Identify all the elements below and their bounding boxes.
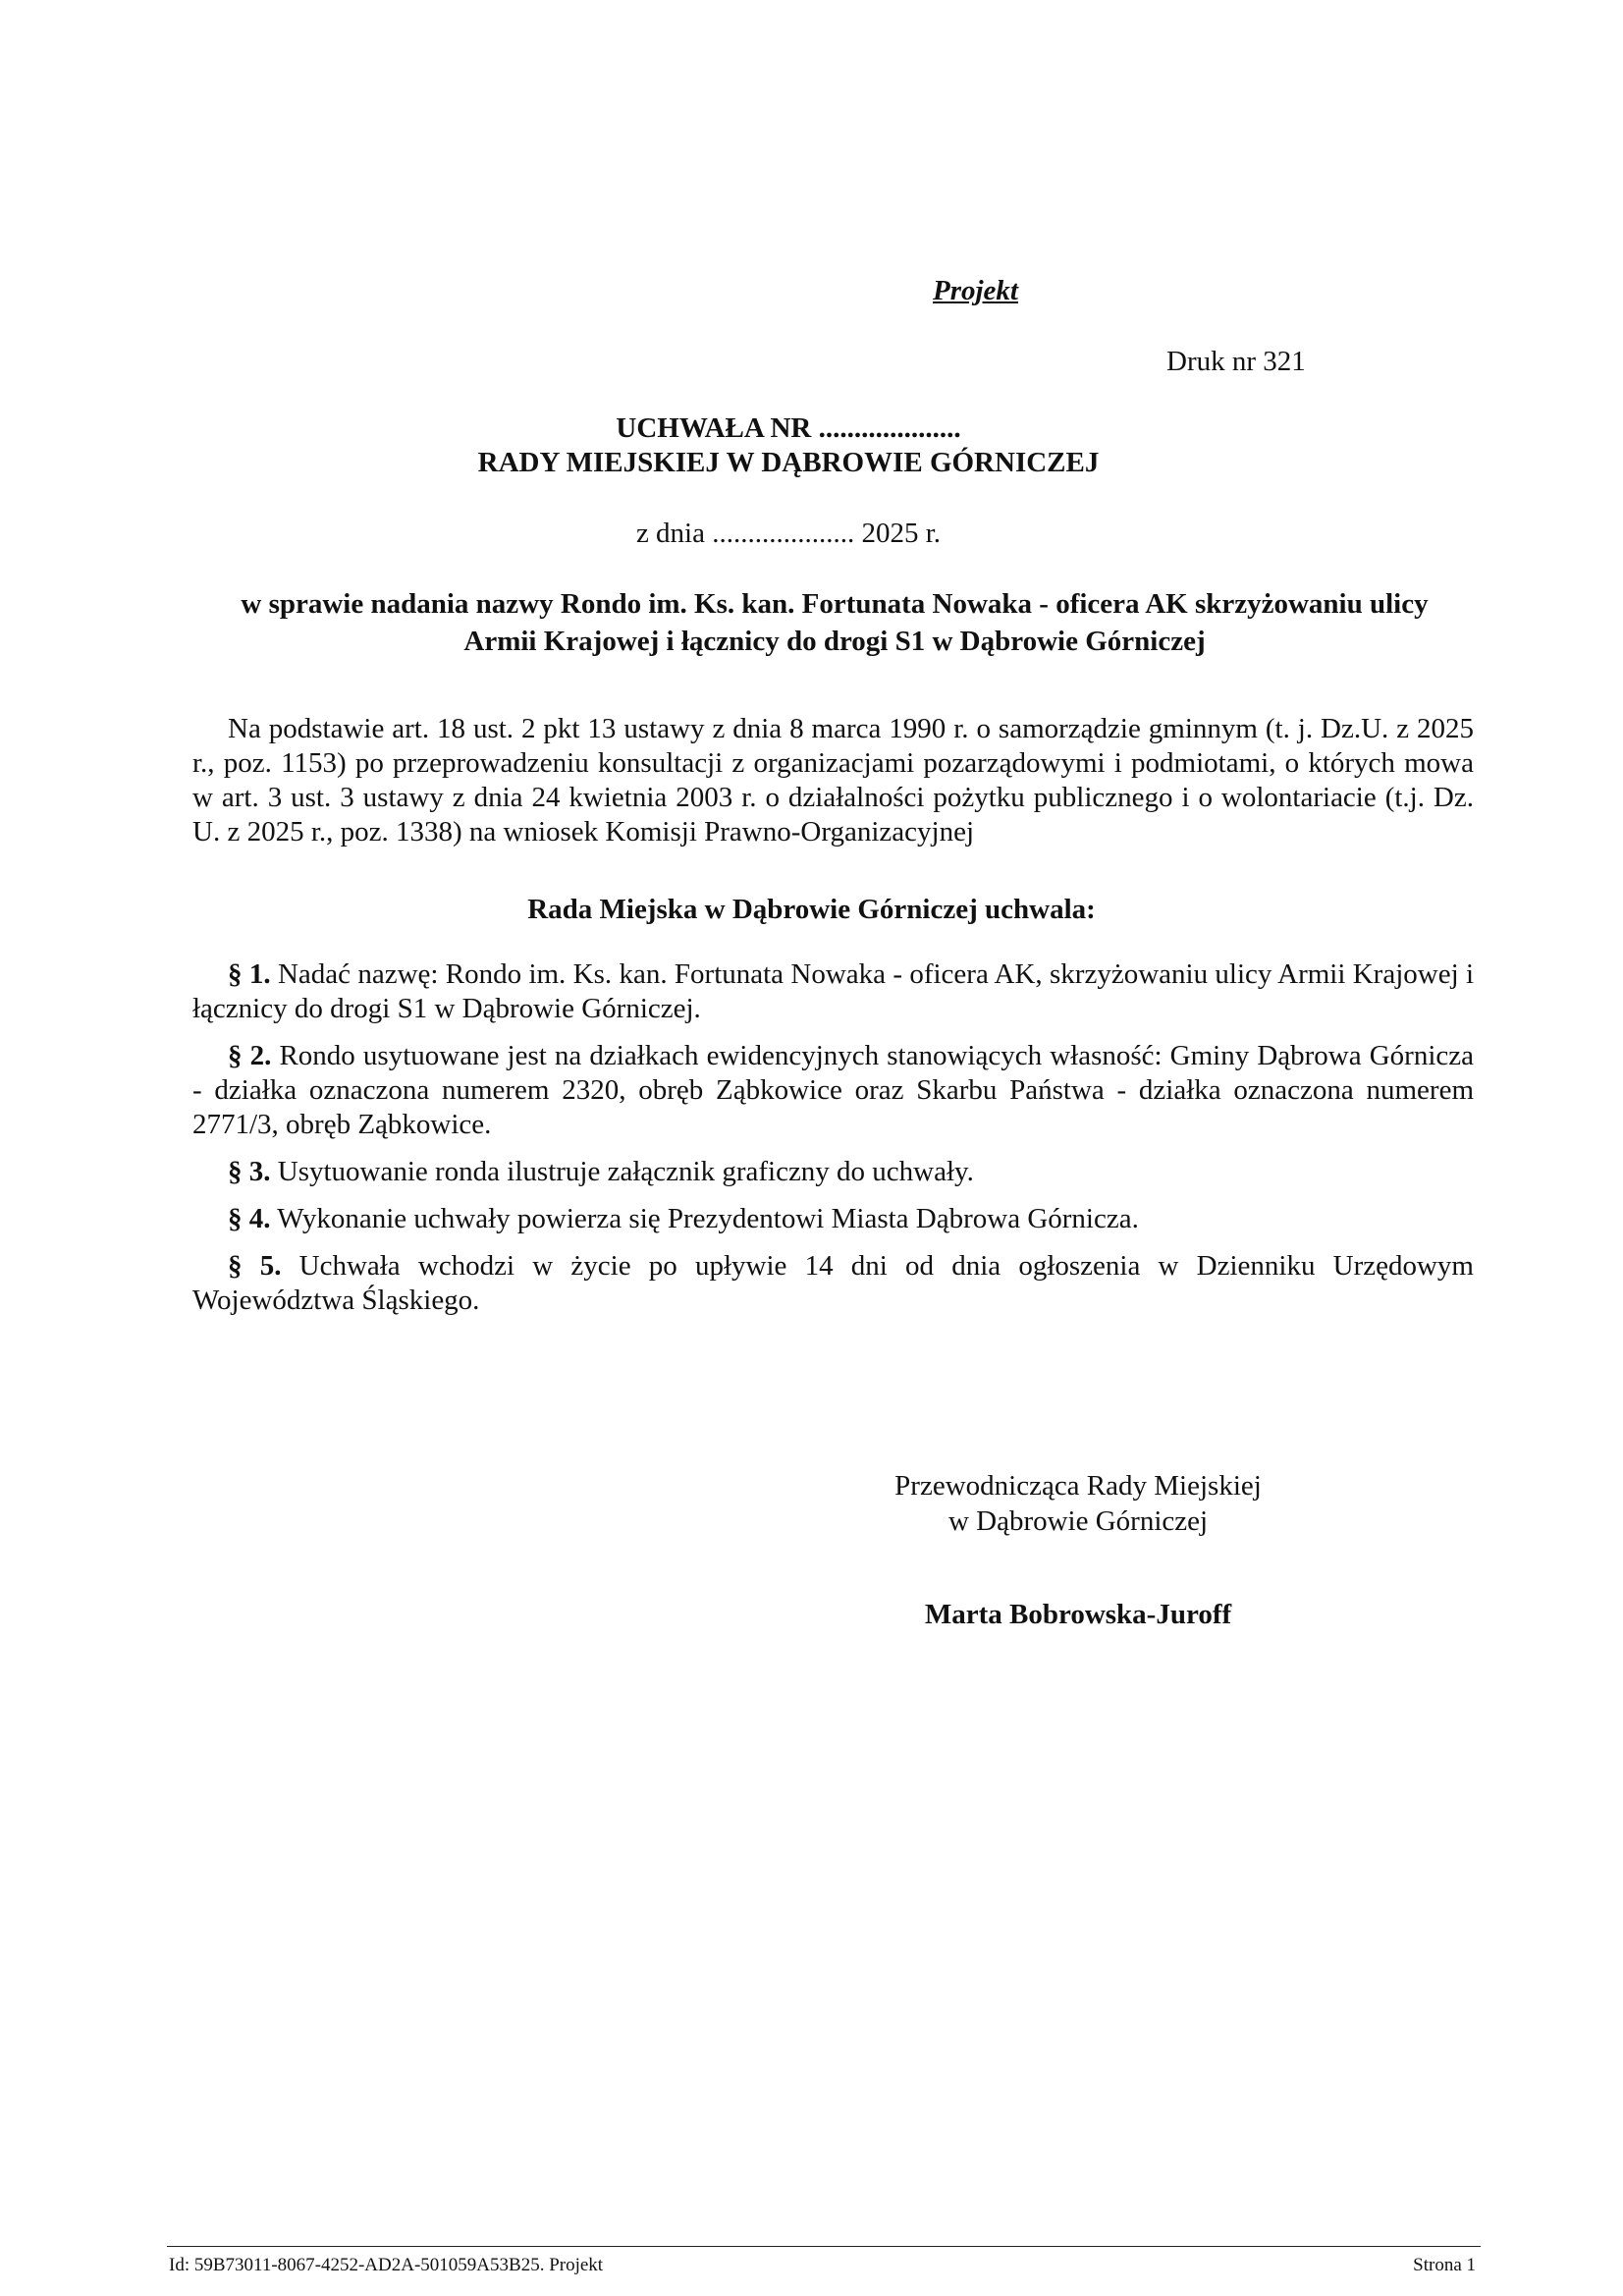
footer-divider [167,2246,1481,2247]
section-3 [192,1155,1474,1189]
section-number: § 5. [228,1250,282,1282]
section-text: Rondo usytuowane jest na działkach ewidencyjnych stanowiących własność: Gminy Dąbrowa Górnicza - działka oznaczona numerem 2320, obręb Ząbkowice oraz Skarbu Państwa - działka oznaczona numerem 2771/3, obręb Ząbkowice. [192,1040,1474,1140]
subject-line-2: Armii Krajowej i łącznicy do drogi S1 w Dąbrowie Górniczej [463,626,1206,657]
document-id: Id: 59B73011-8067-4252-AD2A-501059A53B25. Projekt [169,2255,604,2275]
council-resolves-heading: Rada Miejska w Dąbrowie Górniczej uchwala: [527,894,1096,925]
section-number: § 1. [228,958,271,990]
page-number: Strona 1 [1413,2255,1476,2275]
section-5 [192,1249,1474,1318]
druk-number: Druk nr 321 [1166,346,1306,377]
section-1 [192,957,1474,1026]
section-number: § 2. [228,1040,272,1071]
subject-line-1: w sprawie nadania nazwy Rondo im. Ks. kan. Fortunata Nowaka - oficera AK skrzyżowaniu ulicy [241,588,1429,620]
resolution-title: UCHWAŁA NR .................... [616,412,961,444]
legal-basis-paragraph: Na podstawie art. 18 ust. 2 pkt 13 ustawy z dnia 8 marca 1990 r. o samorządzie gminnym (t. j. Dz.U. z 2025 r., poz. 1153) po przeprowadzeniu konsultacji z organizacjami pozarządowymi i podmiotami, o których mowa w art. 3 ust. 3 ustawy z dnia 24 kwietnia 2003 r. o działalności pożytku publicznego i o wolontariacie (t.j. Dz. U. z 2025 r., poz. 1338) na wniosek Komisji Prawno-Organizacyjnej [192,713,1474,847]
projekt-label: Projekt [933,275,1018,306]
resolution-subject [196,585,1473,660]
section-text: Nadać nazwę: Rondo im. Ks. kan. Fortunata Nowaka - oficera AK, skrzyżowaniu ulicy Armii Krajowej i łącznicy do drogi S1 w Dąbrowie Górniczej. [192,958,1475,1024]
section-text: Usytuowanie ronda ilustruje załącznik graficzny do uchwały. [277,1156,974,1187]
resolution-date: z dnia .................... 2025 r. [635,518,942,549]
council-name: RADY MIEJSKIEJ W DĄBROWIE GÓRNICZEJ [477,447,1100,478]
section-text: Uchwała wchodzi w życie po upływie 14 dni od dnia ogłoszenia w Dzienniku Urzędowym Województwa Śląskiego. [192,1250,1474,1316]
sections-list [192,957,1474,1331]
signature-role-line-1: Przewodnicząca Rady Miejskiej [894,1470,1262,1502]
section-4 [192,1202,1474,1236]
section-2 [192,1039,1474,1142]
signatory-name: Marta Bobrowska-Juroff [924,1599,1232,1630]
section-number: § 4. [228,1203,271,1234]
signature-role-line-2: w Dąbrowie Górniczej [947,1505,1209,1537]
section-text: Wykonanie uchwały powierza się Prezydentowi Miasta Dąbrowa Górnicza. [277,1203,1139,1234]
signature-role [882,1468,1274,1539]
section-number: § 3. [228,1156,271,1187]
